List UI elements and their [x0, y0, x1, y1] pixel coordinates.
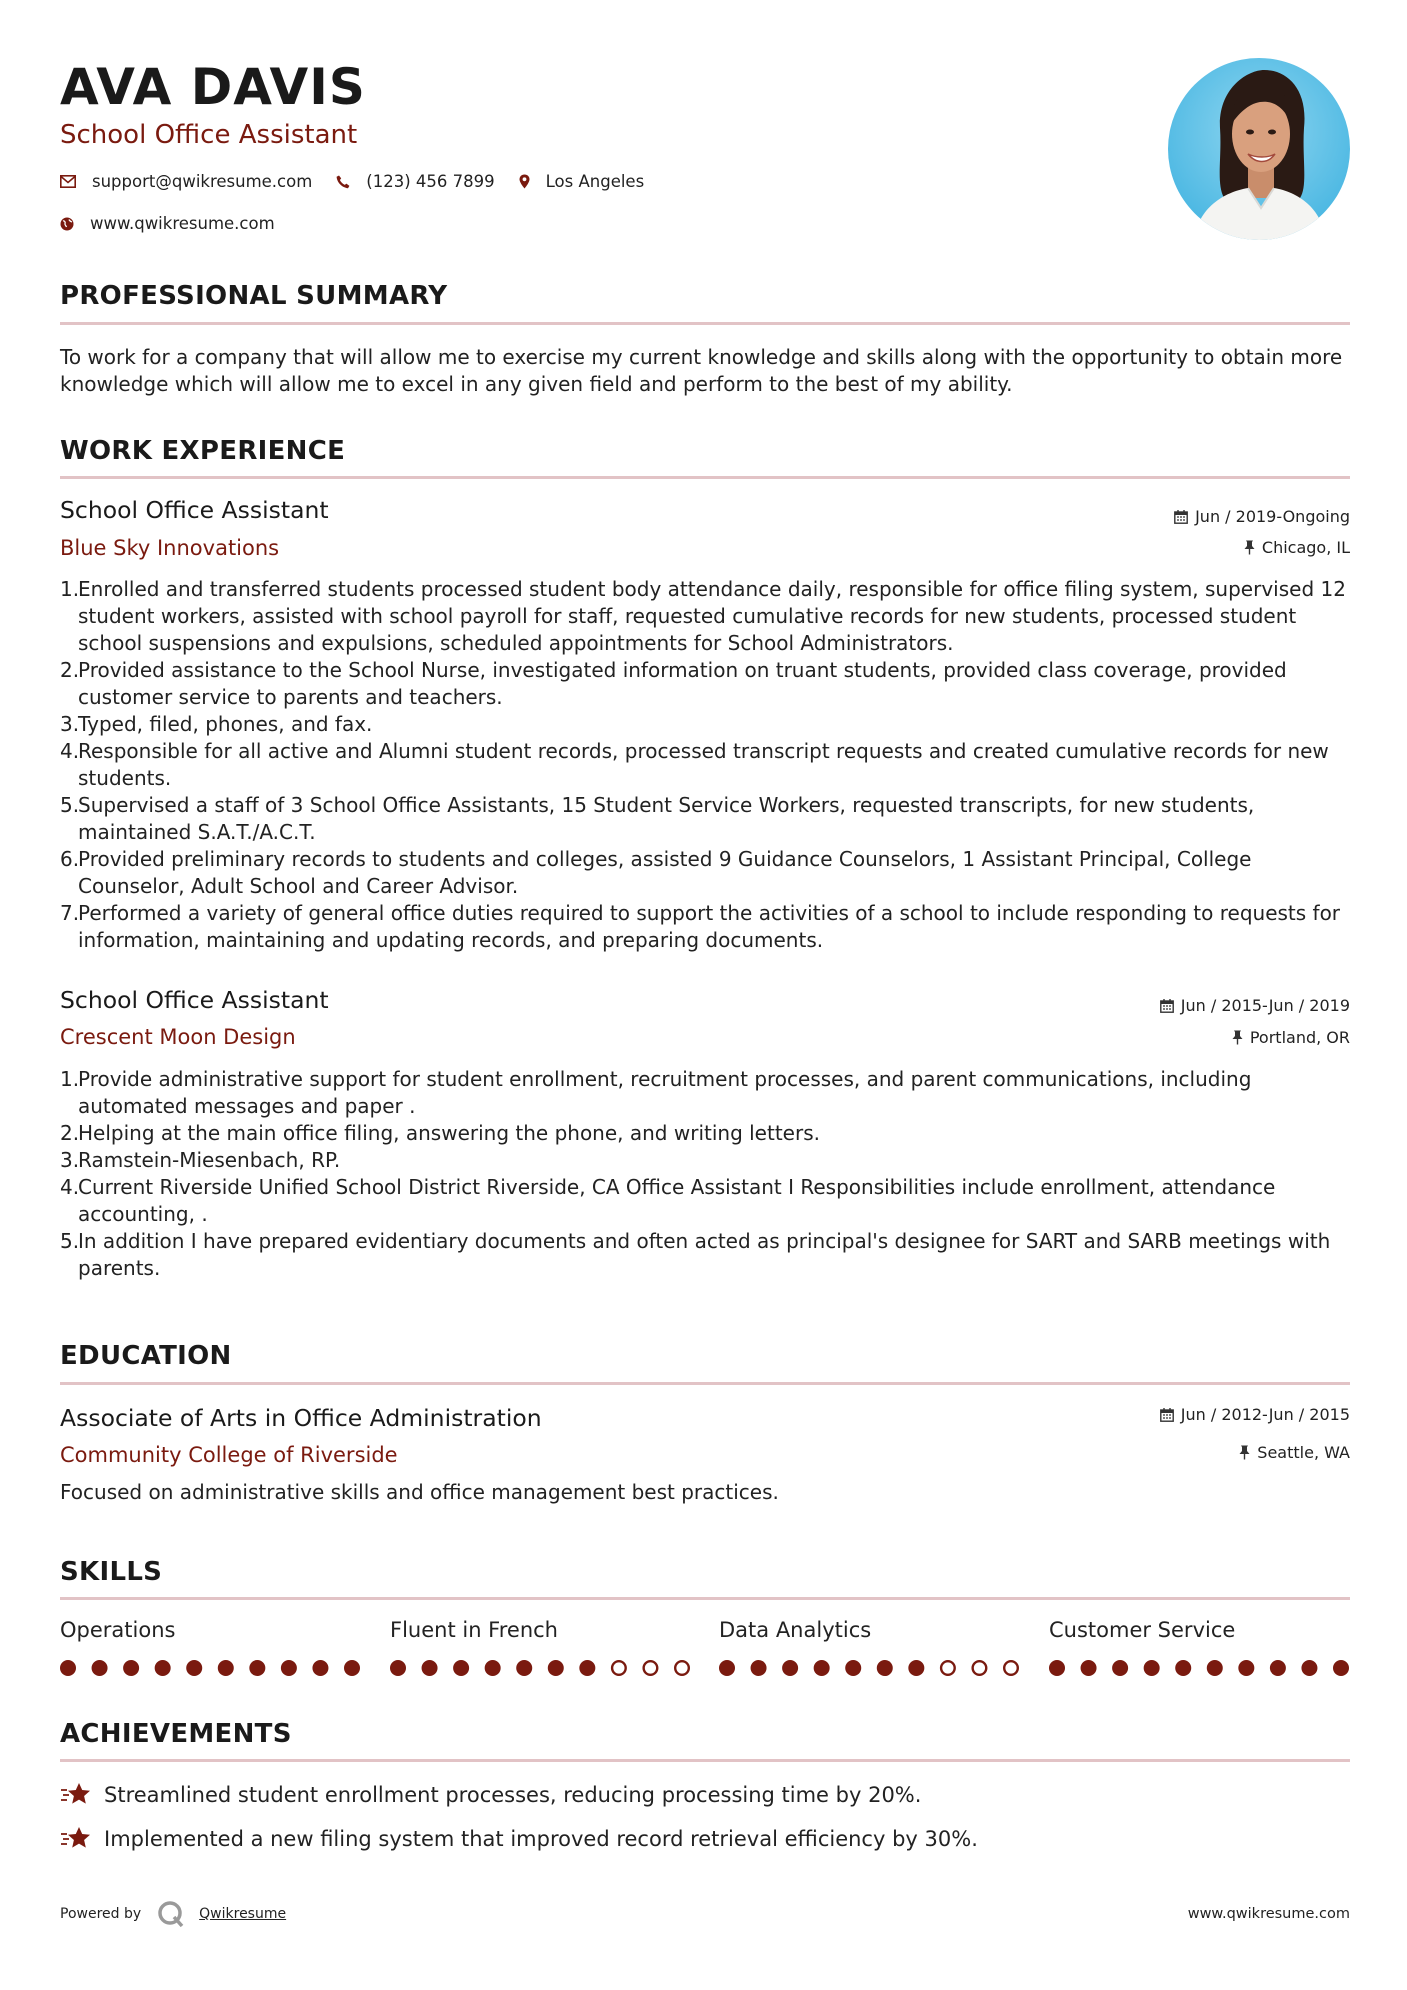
list-item: 4. Responsible for all active and Alumni student records, processed transcript requests and created cumulative records for new students. — [60, 739, 1329, 790]
skill-dot-filled — [1207, 1660, 1223, 1676]
skill-dot-filled — [312, 1660, 328, 1676]
job-company: Blue Sky Innovations — [60, 536, 280, 560]
email-text: support@qwikresume.com — [92, 172, 313, 191]
skill-dot-filled — [1175, 1660, 1191, 1676]
contact-email[interactable] — [60, 172, 312, 191]
list-item: 2. Provided assistance to the School Nurse, investigated information on truant students, provided class coverage, provided customer service to parents and teachers. — [60, 658, 1287, 709]
list-item: 5. Supervised a staff of 3 School Office Assistants, 15 Student Service Workers, requested transcripts, for new students, maintained S.A.T./A.C.T. — [60, 793, 1255, 844]
skill-rating — [60, 1658, 360, 1678]
job-bullets — [60, 1066, 1350, 1282]
skills-heading: SKILLS — [60, 1557, 163, 1587]
list-item: 1. Enrolled and transferred students processed student body attendance daily, responsible for office filing system, supervised 12 student workers, assisted with school payroll for staff, requested cumulative records for new students, processed student school suspensions and expulsions, scheduled appointments for School Administrators. — [60, 577, 1346, 655]
achievement-item — [60, 1826, 978, 1852]
skill-dot-filled — [1049, 1660, 1065, 1676]
location-text: Los Angeles — [545, 172, 645, 191]
skill-dot-filled — [845, 1660, 861, 1676]
skill-dot-empty — [675, 1661, 689, 1675]
job-dates-text: Jun / 2015-Jun / 2019 — [1180, 996, 1350, 1015]
skill-dot-filled — [579, 1660, 595, 1676]
skill-dot-empty — [1004, 1661, 1018, 1675]
skill-rating — [719, 1658, 1019, 1678]
skill-rating — [1049, 1658, 1349, 1678]
skill-dot-filled — [1238, 1660, 1254, 1676]
skill-dot-empty — [941, 1661, 955, 1675]
skill-dot-filled — [877, 1660, 893, 1676]
education-location-text: Seattle, WA — [1257, 1443, 1350, 1462]
skill-dot-filled — [60, 1660, 76, 1676]
skill-dot-empty — [973, 1661, 987, 1675]
skill-dot-empty — [612, 1661, 626, 1675]
contact-location — [519, 172, 645, 191]
skill-item — [60, 1618, 360, 1642]
skill-dot-filled — [1333, 1660, 1349, 1676]
envelope-icon — [60, 175, 76, 188]
skill-dot-filled — [218, 1660, 234, 1676]
achievement-text: Implemented a new filing system that improved record retrieval efficiency by 30%. — [104, 1827, 978, 1851]
list-item: 7. Performed a variety of general office duties required to support the activities of a school to include responding to requests for information, maintaining and updating records, and preparing documents. — [60, 901, 1341, 952]
skill-dot-filled — [155, 1660, 171, 1676]
job-company: Crescent Moon Design — [60, 1025, 296, 1049]
job-location-text: Portland, OR — [1249, 1028, 1350, 1047]
pushpin-icon — [1244, 540, 1255, 555]
skill-dot-filled — [516, 1660, 532, 1676]
job-dates — [1160, 996, 1350, 1015]
skill-dot-filled — [92, 1660, 108, 1676]
education-dates-text: Jun / 2012-Jun / 2015 — [1180, 1405, 1350, 1424]
calendar-icon — [1174, 510, 1188, 524]
profile-photo — [1168, 58, 1350, 240]
skill-item — [1049, 1618, 1349, 1642]
school-name: Community College of Riverside — [60, 1443, 398, 1467]
skill-dot-empty — [644, 1661, 658, 1675]
phone-icon — [336, 175, 350, 189]
skill-item — [719, 1618, 1019, 1642]
job-bullets — [60, 576, 1350, 954]
candidate-role: School Office Assistant — [60, 120, 358, 150]
skill-dot-filled — [719, 1660, 735, 1676]
skill-dot-filled — [1301, 1660, 1317, 1676]
skill-dot-filled — [1112, 1660, 1128, 1676]
job-location — [1244, 538, 1350, 557]
calendar-icon — [1160, 999, 1174, 1013]
powered-by-label: Powered by — [60, 1906, 142, 1922]
section-divider — [60, 476, 1350, 479]
skill-rating — [390, 1658, 690, 1678]
skill-dot-filled — [1081, 1660, 1097, 1676]
section-divider — [60, 1597, 1350, 1600]
skill-dot-filled — [751, 1660, 767, 1676]
star-award-icon — [60, 1826, 92, 1852]
education-location — [1239, 1443, 1350, 1462]
degree-title: Associate of Arts in Office Administration — [60, 1404, 542, 1432]
education-description: Focused on administrative skills and office management best practices. — [60, 1480, 779, 1504]
job-location — [1232, 1028, 1350, 1047]
skill-dot-filled — [1270, 1660, 1286, 1676]
globe-icon — [60, 217, 74, 231]
skill-name: Fluent in French — [390, 1618, 558, 1642]
website-text: www.qwikresume.com — [90, 214, 275, 233]
pushpin-icon — [1232, 1030, 1243, 1045]
job-location-text: Chicago, IL — [1261, 538, 1350, 557]
skill-dot-filled — [422, 1660, 438, 1676]
section-divider — [60, 1382, 1350, 1385]
skill-dot-filled — [344, 1660, 360, 1676]
skill-dot-filled — [186, 1660, 202, 1676]
skill-name: Operations — [60, 1618, 176, 1642]
skill-dot-filled — [485, 1660, 501, 1676]
list-item: 1. Provide administrative support for student enrollment, recruitment processes, and parent communications, including automated messages and paper . — [60, 1067, 1252, 1118]
achievements-heading: ACHIEVEMENTS — [60, 1719, 292, 1749]
list-item: 2. Helping at the main office filing, answering the phone, and writing letters. — [60, 1121, 820, 1145]
candidate-name: AVA DAVIS — [60, 58, 366, 116]
section-divider — [60, 1759, 1350, 1762]
job-dates — [1174, 507, 1350, 526]
summary-heading: PROFESSIONAL SUMMARY — [60, 281, 448, 311]
footer-powered-by — [60, 1900, 286, 1928]
job-title: School Office Assistant — [60, 986, 329, 1014]
list-item: 3. Ramstein-Miesenbach, RP. — [60, 1148, 341, 1172]
skill-dot-filled — [453, 1660, 469, 1676]
map-pin-icon — [519, 174, 530, 189]
skill-dot-filled — [123, 1660, 139, 1676]
skill-dot-filled — [908, 1660, 924, 1676]
job-dates-text: Jun / 2019-Ongoing — [1195, 507, 1350, 526]
qwikresume-link[interactable]: Qwikresume — [199, 1906, 287, 1922]
skill-dot-filled — [782, 1660, 798, 1676]
skill-dot-filled — [390, 1660, 406, 1676]
skill-dot-filled — [281, 1660, 297, 1676]
list-item: 6. Provided preliminary records to students and colleges, assisted 9 Guidance Counselors, 1 Assistant Principal, College Counselor, Adult School and Career Advisor. — [60, 847, 1252, 898]
experience-heading: WORK EXPERIENCE — [60, 436, 346, 466]
calendar-icon — [1160, 1408, 1174, 1422]
list-item: 3. Typed, filed, phones, and fax. — [60, 712, 373, 736]
list-item: 5. In addition I have prepared evidentiary documents and often acted as principal's designee for SART and SARB meetings with parents. — [60, 1229, 1331, 1280]
qwikresume-logo-icon — [157, 1900, 185, 1928]
pushpin-icon — [1239, 1445, 1250, 1460]
skill-name: Data Analytics — [719, 1618, 872, 1642]
skill-dot-filled — [814, 1660, 830, 1676]
education-dates — [1160, 1405, 1350, 1424]
contact-phone[interactable] — [336, 172, 494, 191]
section-divider — [60, 322, 1350, 325]
skill-name: Customer Service — [1049, 1618, 1236, 1642]
skill-dot-filled — [249, 1660, 265, 1676]
phone-text: (123) 456 7899 — [366, 172, 495, 191]
job-title: School Office Assistant — [60, 496, 329, 524]
achievement-text: Streamlined student enrollment processes, reducing processing time by 20%. — [104, 1783, 922, 1807]
contact-website[interactable] — [60, 214, 299, 233]
footer-website[interactable]: www.qwikresume.com — [1187, 1906, 1350, 1922]
skill-item — [390, 1618, 690, 1642]
education-heading: EDUCATION — [60, 1341, 232, 1371]
contact-row — [60, 172, 668, 191]
skill-dot-filled — [548, 1660, 564, 1676]
skill-dot-filled — [1144, 1660, 1160, 1676]
summary-text: To work for a company that will allow me to exercise my current knowledge and skills along with the opportunity to obtain more knowledge which will allow me to excel in any given field and perform to the best of my ability. — [60, 345, 1343, 396]
star-award-icon — [60, 1782, 92, 1808]
achievement-item — [60, 1782, 921, 1808]
list-item: 4. Current Riverside Unified School District Riverside, CA Office Assistant I Responsibilities include enrollment, attendance accounting, . — [60, 1175, 1276, 1226]
